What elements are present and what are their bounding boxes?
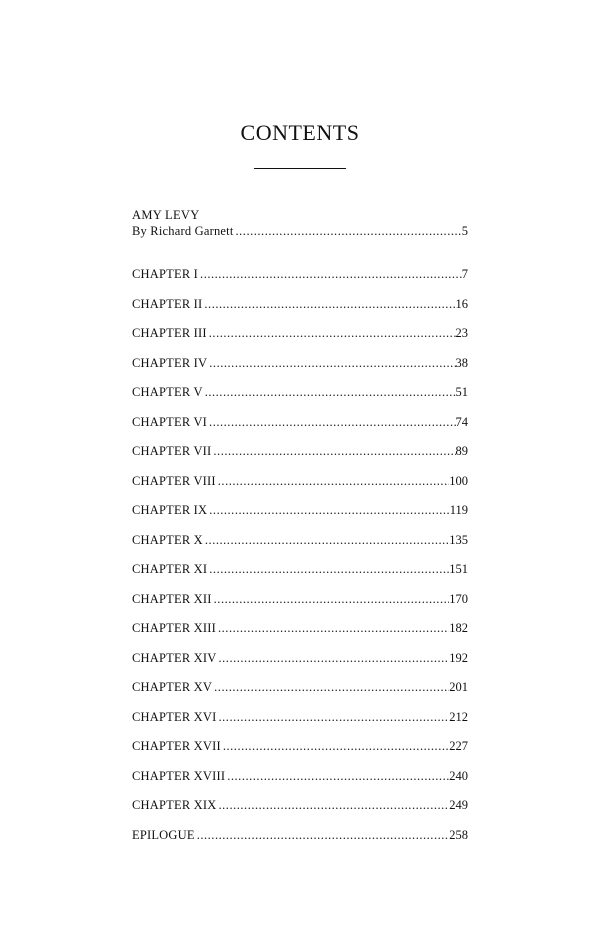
toc-entry[interactable] [132,768,468,798]
toc-page-number: 23 [455,326,468,340]
toc-entry[interactable] [132,473,468,503]
toc-page-number: 249 [449,798,468,812]
toc-entry-label: CHAPTER VII [132,444,212,458]
toc-page-number: 182 [449,621,468,635]
toc-entry-label: CHAPTER XII [132,591,212,606]
toc-entry[interactable] [132,650,468,680]
dot-leader [217,650,450,666]
toc-entry[interactable] [132,620,468,650]
toc-entry-label: EPILOGUE [132,827,195,842]
toc-page-number: 258 [449,827,468,842]
toc-entry[interactable] [132,738,468,768]
toc-entry[interactable] [132,532,468,562]
toc-entry-label: CHAPTER IX [132,503,208,517]
dot-leader [211,443,455,459]
toc-page-number: 5 [461,224,468,238]
toc-entry[interactable] [132,325,468,355]
toc-page-number: 51 [455,385,468,399]
toc-entry[interactable] [132,266,468,296]
table-of-contents [132,207,468,856]
toc-entry[interactable] [132,797,468,827]
toc-entry[interactable] [132,384,468,414]
toc-entry-label: CHAPTER II [132,296,203,311]
toc-entry-label: CHAPTER XIX [132,798,217,812]
toc-entry[interactable] [132,296,468,326]
toc-entry-label: CHAPTER VI [132,414,208,429]
dot-leader [212,679,449,695]
dot-leader [207,325,456,341]
toc-entry-label: CHAPTER XVI [132,709,217,724]
dot-leader [217,709,450,725]
toc-entry-label: CHAPTER VIII [132,473,216,488]
dot-leader [195,827,450,843]
toc-page-number: 38 [455,355,468,370]
dot-leader [207,561,449,577]
toc-entry[interactable] [132,443,468,473]
dot-leader [221,738,449,754]
dot-leader [212,591,450,607]
toc-entry-byline: By Richard Garnett [132,224,234,238]
toc-entry-label: CHAPTER XI [132,562,208,576]
toc-page-number: 201 [449,680,468,694]
toc-entry[interactable] [132,679,468,709]
toc-entry-title: AMY LEVY [132,208,200,222]
dot-leader [207,355,455,371]
toc-entry-label: CHAPTER X [132,532,203,547]
toc-page-number: 240 [449,768,468,783]
dot-leader [203,384,456,400]
toc-page-number: 7 [461,267,468,281]
toc-entry[interactable] [132,414,468,444]
toc-page-number: 151 [449,562,468,576]
toc-entry[interactable] [132,561,468,591]
toc-entry-byline-row [132,223,468,239]
toc-page-number: 227 [449,739,468,753]
toc-entry-introduction[interactable] [132,207,468,266]
toc-entry-label: CHAPTER IV [132,355,208,370]
dot-leader [216,620,449,636]
dot-leader [225,768,449,784]
toc-entry-label: CHAPTER III [132,326,207,340]
dot-leader [217,797,450,813]
title-rule [254,168,346,169]
toc-entry-label: CHAPTER XV [132,680,213,694]
toc-entry-label: CHAPTER I [132,267,199,281]
toc-entry[interactable] [132,591,468,621]
toc-page-number: 212 [449,709,468,724]
dot-leader [203,532,449,548]
dot-leader [202,296,455,312]
toc-entry-label: CHAPTER V [132,385,203,399]
dot-leader [198,266,462,282]
toc-page-number: 74 [455,414,468,429]
toc-entry-label: CHAPTER XIII [132,621,216,635]
toc-entry-label: CHAPTER XVIII [132,768,226,783]
toc-entry[interactable] [132,709,468,739]
dot-leader [234,223,462,239]
toc-page-number: 16 [455,296,468,311]
dot-leader [207,414,455,430]
toc-page-number: 100 [449,473,468,488]
dot-leader [216,473,449,489]
toc-page-number: 119 [449,503,468,517]
toc-page-number: 170 [449,591,468,606]
toc-entry[interactable] [132,355,468,385]
toc-entry-label: CHAPTER XVII [132,739,221,753]
toc-page-number: 89 [455,444,468,458]
dot-leader [207,502,449,518]
toc-entry-label: CHAPTER XIV [132,650,217,665]
toc-entry-epilogue[interactable] [132,827,468,857]
toc-page-number: 192 [449,650,468,665]
toc-page-number: 135 [449,532,468,547]
toc-entry[interactable] [132,502,468,532]
page-title: CONTENTS [240,120,360,145]
